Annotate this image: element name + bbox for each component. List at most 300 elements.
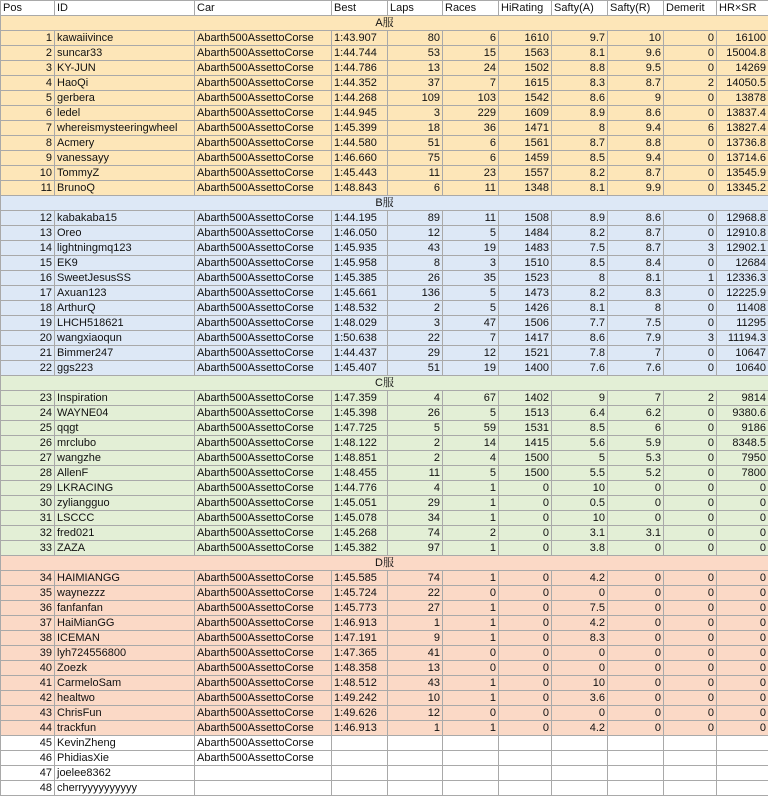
cell-safety-a[interactable]: 8.1 (552, 301, 608, 316)
cell-best[interactable]: 1:45.398 (332, 406, 388, 421)
cell-races[interactable]: 1 (443, 631, 499, 646)
cell-laps[interactable]: 6 (388, 181, 443, 196)
cell-best[interactable]: 1:45.051 (332, 496, 388, 511)
cell-laps[interactable]: 22 (388, 586, 443, 601)
cell-best[interactable]: 1:44.580 (332, 136, 388, 151)
cell-laps[interactable]: 22 (388, 331, 443, 346)
cell-pos[interactable]: 1 (1, 31, 55, 46)
cell-races[interactable] (443, 736, 499, 751)
cell-car[interactable]: Abarth500AssettoCorse (195, 481, 332, 496)
cell-hirating[interactable]: 1348 (499, 181, 552, 196)
cell-car[interactable]: Abarth500AssettoCorse (195, 676, 332, 691)
cell-laps[interactable]: 27 (388, 601, 443, 616)
cell-demerit[interactable]: 0 (664, 616, 717, 631)
cell-laps[interactable] (388, 736, 443, 751)
cell-safety-a[interactable]: 8.1 (552, 46, 608, 61)
cell-laps[interactable]: 26 (388, 271, 443, 286)
group-label[interactable]: D服 (1, 556, 768, 571)
cell-demerit[interactable]: 0 (664, 226, 717, 241)
cell-car[interactable]: Abarth500AssettoCorse (195, 331, 332, 346)
cell-pos[interactable]: 43 (1, 706, 55, 721)
cell-laps[interactable]: 97 (388, 541, 443, 556)
cell-races[interactable]: 7 (443, 331, 499, 346)
cell-demerit[interactable]: 0 (664, 646, 717, 661)
cell-hirating[interactable]: 1415 (499, 436, 552, 451)
cell-safety-a[interactable]: 5 (552, 451, 608, 466)
cell-safety-r[interactable]: 7 (608, 346, 664, 361)
cell-laps[interactable] (388, 751, 443, 766)
cell-demerit[interactable]: 2 (664, 391, 717, 406)
cell-demerit[interactable] (664, 751, 717, 766)
cell-hr-sr[interactable]: 0 (717, 526, 768, 541)
cell-safety-a[interactable]: 3.6 (552, 691, 608, 706)
cell-id[interactable]: ledel (55, 106, 195, 121)
cell-hirating[interactable]: 1500 (499, 466, 552, 481)
cell-races[interactable]: 0 (443, 706, 499, 721)
cell-pos[interactable]: 14 (1, 241, 55, 256)
cell-demerit[interactable]: 0 (664, 661, 717, 676)
cell-safety-r[interactable]: 8.7 (608, 166, 664, 181)
cell-id[interactable]: whereismysteeringwheel (55, 121, 195, 136)
cell-safety-r[interactable]: 8.3 (608, 286, 664, 301)
cell-car[interactable]: Abarth500AssettoCorse (195, 706, 332, 721)
cell-safety-a[interactable] (552, 736, 608, 751)
cell-best[interactable]: 1:45.724 (332, 586, 388, 601)
cell-hirating[interactable]: 0 (499, 541, 552, 556)
cell-hr-sr[interactable]: 0 (717, 601, 768, 616)
cell-safety-r[interactable] (608, 736, 664, 751)
cell-best[interactable] (332, 751, 388, 766)
cell-demerit[interactable]: 0 (664, 316, 717, 331)
cell-best[interactable]: 1:48.512 (332, 676, 388, 691)
cell-hirating[interactable]: 0 (499, 586, 552, 601)
cell-races[interactable]: 0 (443, 586, 499, 601)
cell-safety-a[interactable]: 5.6 (552, 436, 608, 451)
cell-best[interactable]: 1:45.585 (332, 571, 388, 586)
cell-demerit[interactable]: 0 (664, 166, 717, 181)
cell-pos[interactable]: 48 (1, 781, 55, 796)
cell-safety-a[interactable] (552, 781, 608, 796)
cell-safety-r[interactable]: 9.4 (608, 121, 664, 136)
cell-pos[interactable]: 28 (1, 466, 55, 481)
cell-car[interactable]: Abarth500AssettoCorse (195, 91, 332, 106)
cell-safety-a[interactable]: 7.7 (552, 316, 608, 331)
cell-safety-a[interactable]: 8 (552, 271, 608, 286)
cell-laps[interactable] (388, 781, 443, 796)
cell-car[interactable]: Abarth500AssettoCorse (195, 526, 332, 541)
cell-safety-r[interactable]: 5.2 (608, 466, 664, 481)
cell-safety-a[interactable]: 8.2 (552, 166, 608, 181)
cell-hr-sr[interactable]: 0 (717, 646, 768, 661)
cell-safety-r[interactable]: 5.9 (608, 436, 664, 451)
cell-id[interactable]: wangzhe (55, 451, 195, 466)
cell-best[interactable]: 1:44.945 (332, 106, 388, 121)
cell-safety-a[interactable]: 8.2 (552, 226, 608, 241)
cell-races[interactable]: 1 (443, 691, 499, 706)
cell-id[interactable]: qqgt (55, 421, 195, 436)
cell-hirating[interactable]: 0 (499, 616, 552, 631)
cell-laps[interactable]: 136 (388, 286, 443, 301)
cell-car[interactable]: Abarth500AssettoCorse (195, 256, 332, 271)
cell-safety-a[interactable]: 10 (552, 676, 608, 691)
cell-hirating[interactable]: 0 (499, 676, 552, 691)
cell-races[interactable]: 11 (443, 181, 499, 196)
cell-hirating[interactable]: 1508 (499, 211, 552, 226)
cell-car[interactable]: Abarth500AssettoCorse (195, 31, 332, 46)
cell-car[interactable]: Abarth500AssettoCorse (195, 121, 332, 136)
cell-hr-sr[interactable]: 13714.6 (717, 151, 768, 166)
cell-hirating[interactable]: 1483 (499, 241, 552, 256)
cell-hirating[interactable]: 0 (499, 646, 552, 661)
cell-hr-sr[interactable] (717, 736, 768, 751)
cell-hr-sr[interactable]: 0 (717, 511, 768, 526)
cell-car[interactable]: Abarth500AssettoCorse (195, 211, 332, 226)
cell-races[interactable]: 11 (443, 211, 499, 226)
cell-demerit[interactable]: 0 (664, 46, 717, 61)
cell-laps[interactable]: 37 (388, 76, 443, 91)
cell-demerit[interactable]: 2 (664, 76, 717, 91)
cell-laps[interactable]: 4 (388, 391, 443, 406)
cell-pos[interactable]: 40 (1, 661, 55, 676)
cell-best[interactable]: 1:50.638 (332, 331, 388, 346)
cell-best[interactable] (332, 781, 388, 796)
cell-demerit[interactable]: 0 (664, 181, 717, 196)
group-label[interactable]: A服 (1, 16, 768, 31)
cell-id[interactable]: ggs223 (55, 361, 195, 376)
cell-pos[interactable]: 42 (1, 691, 55, 706)
cell-demerit[interactable]: 0 (664, 691, 717, 706)
cell-safety-a[interactable]: 8.5 (552, 151, 608, 166)
cell-races[interactable]: 5 (443, 406, 499, 421)
cell-safety-a[interactable]: 3.8 (552, 541, 608, 556)
cell-hirating[interactable]: 1471 (499, 121, 552, 136)
cell-laps[interactable]: 4 (388, 481, 443, 496)
cell-laps[interactable]: 3 (388, 106, 443, 121)
cell-car[interactable]: Abarth500AssettoCorse (195, 181, 332, 196)
cell-demerit[interactable] (664, 736, 717, 751)
cell-car[interactable]: Abarth500AssettoCorse (195, 736, 332, 751)
cell-hirating[interactable]: 1459 (499, 151, 552, 166)
cell-best[interactable]: 1:45.382 (332, 541, 388, 556)
cell-laps[interactable]: 9 (388, 631, 443, 646)
cell-id[interactable]: kawaiivince (55, 31, 195, 46)
header-pos[interactable]: Pos (1, 1, 55, 16)
cell-pos[interactable]: 21 (1, 346, 55, 361)
cell-laps[interactable]: 109 (388, 91, 443, 106)
cell-safety-a[interactable]: 10 (552, 511, 608, 526)
cell-hirating[interactable]: 0 (499, 481, 552, 496)
cell-hirating[interactable]: 0 (499, 661, 552, 676)
cell-best[interactable]: 1:44.352 (332, 76, 388, 91)
cell-safety-a[interactable]: 7.5 (552, 241, 608, 256)
cell-id[interactable]: LSCCC (55, 511, 195, 526)
cell-pos[interactable]: 18 (1, 301, 55, 316)
cell-car[interactable]: Abarth500AssettoCorse (195, 511, 332, 526)
cell-id[interactable]: Axuan123 (55, 286, 195, 301)
cell-safety-r[interactable]: 0 (608, 496, 664, 511)
cell-hirating[interactable]: 1473 (499, 286, 552, 301)
cell-hr-sr[interactable]: 13545.9 (717, 166, 768, 181)
cell-pos[interactable]: 17 (1, 286, 55, 301)
cell-hr-sr[interactable]: 0 (717, 706, 768, 721)
cell-pos[interactable]: 9 (1, 151, 55, 166)
cell-best[interactable]: 1:45.078 (332, 511, 388, 526)
cell-hirating[interactable]: 1506 (499, 316, 552, 331)
cell-id[interactable]: Inspiration (55, 391, 195, 406)
cell-hr-sr[interactable] (717, 781, 768, 796)
cell-demerit[interactable]: 3 (664, 331, 717, 346)
cell-safety-a[interactable]: 0.5 (552, 496, 608, 511)
cell-demerit[interactable]: 0 (664, 571, 717, 586)
cell-car[interactable]: Abarth500AssettoCorse (195, 151, 332, 166)
cell-hr-sr[interactable]: 7950 (717, 451, 768, 466)
cell-laps[interactable]: 1 (388, 616, 443, 631)
cell-hr-sr[interactable]: 12336.3 (717, 271, 768, 286)
cell-safety-r[interactable]: 9.9 (608, 181, 664, 196)
cell-hr-sr[interactable]: 13837.4 (717, 106, 768, 121)
cell-best[interactable]: 1:45.407 (332, 361, 388, 376)
cell-safety-r[interactable]: 0 (608, 586, 664, 601)
cell-races[interactable]: 229 (443, 106, 499, 121)
cell-safety-a[interactable]: 8.7 (552, 136, 608, 151)
cell-demerit[interactable]: 0 (664, 91, 717, 106)
cell-car[interactable]: Abarth500AssettoCorse (195, 466, 332, 481)
cell-hr-sr[interactable]: 0 (717, 481, 768, 496)
cell-car[interactable]: Abarth500AssettoCorse (195, 136, 332, 151)
cell-races[interactable]: 6 (443, 151, 499, 166)
cell-safety-a[interactable]: 0 (552, 646, 608, 661)
cell-best[interactable]: 1:44.437 (332, 346, 388, 361)
cell-demerit[interactable]: 0 (664, 301, 717, 316)
cell-safety-r[interactable]: 3.1 (608, 526, 664, 541)
cell-races[interactable]: 103 (443, 91, 499, 106)
cell-pos[interactable]: 41 (1, 676, 55, 691)
cell-hirating[interactable]: 0 (499, 511, 552, 526)
cell-best[interactable]: 1:46.660 (332, 151, 388, 166)
cell-safety-a[interactable] (552, 766, 608, 781)
cell-safety-a[interactable]: 8.1 (552, 181, 608, 196)
cell-safety-r[interactable]: 0 (608, 601, 664, 616)
cell-laps[interactable]: 10 (388, 691, 443, 706)
cell-demerit[interactable]: 0 (664, 421, 717, 436)
cell-hirating[interactable] (499, 781, 552, 796)
cell-car[interactable]: Abarth500AssettoCorse (195, 241, 332, 256)
cell-demerit[interactable]: 0 (664, 361, 717, 376)
cell-safety-a[interactable]: 8.5 (552, 256, 608, 271)
cell-laps[interactable]: 18 (388, 121, 443, 136)
cell-id[interactable]: healtwo (55, 691, 195, 706)
cell-id[interactable]: TommyZ (55, 166, 195, 181)
cell-hirating[interactable]: 1615 (499, 76, 552, 91)
cell-pos[interactable]: 36 (1, 601, 55, 616)
cell-car[interactable]: Abarth500AssettoCorse (195, 61, 332, 76)
cell-demerit[interactable]: 0 (664, 211, 717, 226)
cell-laps[interactable]: 51 (388, 136, 443, 151)
cell-best[interactable]: 1:45.661 (332, 286, 388, 301)
cell-pos[interactable]: 45 (1, 736, 55, 751)
cell-id[interactable]: HAIMIANGG (55, 571, 195, 586)
cell-safety-a[interactable]: 4.2 (552, 721, 608, 736)
cell-demerit[interactable]: 0 (664, 406, 717, 421)
cell-car[interactable]: Abarth500AssettoCorse (195, 301, 332, 316)
cell-safety-r[interactable]: 9 (608, 91, 664, 106)
cell-id[interactable]: Acmery (55, 136, 195, 151)
cell-best[interactable]: 1:48.358 (332, 661, 388, 676)
cell-races[interactable]: 6 (443, 31, 499, 46)
cell-safety-a[interactable]: 8.6 (552, 331, 608, 346)
cell-safety-a[interactable]: 8.5 (552, 421, 608, 436)
cell-safety-a[interactable]: 0 (552, 706, 608, 721)
cell-car[interactable]: Abarth500AssettoCorse (195, 541, 332, 556)
cell-laps[interactable]: 74 (388, 571, 443, 586)
cell-id[interactable]: Zoezk (55, 661, 195, 676)
cell-id[interactable]: SweetJesusSS (55, 271, 195, 286)
cell-laps[interactable]: 12 (388, 706, 443, 721)
cell-id[interactable]: suncar33 (55, 46, 195, 61)
cell-safety-a[interactable]: 5.5 (552, 466, 608, 481)
header-hr-sr[interactable]: HR×SR (717, 1, 768, 16)
cell-hirating[interactable]: 0 (499, 631, 552, 646)
cell-hr-sr[interactable]: 16100 (717, 31, 768, 46)
cell-hr-sr[interactable]: 11194.3 (717, 331, 768, 346)
cell-id[interactable]: Bimmer247 (55, 346, 195, 361)
cell-safety-r[interactable]: 0 (608, 616, 664, 631)
cell-safety-a[interactable]: 0 (552, 586, 608, 601)
cell-best[interactable]: 1:44.776 (332, 481, 388, 496)
cell-pos[interactable]: 30 (1, 496, 55, 511)
cell-hirating[interactable] (499, 766, 552, 781)
cell-best[interactable]: 1:45.958 (332, 256, 388, 271)
cell-car[interactable]: Abarth500AssettoCorse (195, 346, 332, 361)
cell-demerit[interactable] (664, 766, 717, 781)
cell-safety-r[interactable]: 0 (608, 481, 664, 496)
header-id[interactable]: ID (55, 1, 195, 16)
cell-pos[interactable]: 8 (1, 136, 55, 151)
cell-best[interactable]: 1:45.385 (332, 271, 388, 286)
cell-best[interactable]: 1:44.195 (332, 211, 388, 226)
cell-pos[interactable]: 38 (1, 631, 55, 646)
cell-best[interactable]: 1:45.268 (332, 526, 388, 541)
cell-pos[interactable]: 2 (1, 46, 55, 61)
cell-races[interactable]: 3 (443, 256, 499, 271)
cell-car[interactable]: Abarth500AssettoCorse (195, 436, 332, 451)
cell-laps[interactable]: 12 (388, 226, 443, 241)
cell-hr-sr[interactable]: 15004.8 (717, 46, 768, 61)
cell-laps[interactable]: 2 (388, 301, 443, 316)
cell-id[interactable]: mrclubo (55, 436, 195, 451)
cell-laps[interactable]: 34 (388, 511, 443, 526)
cell-laps[interactable]: 43 (388, 241, 443, 256)
cell-safety-r[interactable]: 0 (608, 631, 664, 646)
cell-safety-r[interactable]: 0 (608, 706, 664, 721)
cell-demerit[interactable]: 0 (664, 31, 717, 46)
cell-races[interactable]: 5 (443, 466, 499, 481)
cell-laps[interactable]: 41 (388, 646, 443, 661)
cell-pos[interactable]: 31 (1, 511, 55, 526)
cell-hirating[interactable]: 0 (499, 571, 552, 586)
cell-safety-r[interactable]: 8.7 (608, 76, 664, 91)
cell-safety-r[interactable]: 8.7 (608, 241, 664, 256)
cell-safety-r[interactable]: 8.6 (608, 211, 664, 226)
cell-safety-r[interactable]: 10 (608, 31, 664, 46)
cell-races[interactable]: 14 (443, 436, 499, 451)
cell-car[interactable]: Abarth500AssettoCorse (195, 286, 332, 301)
cell-best[interactable]: 1:44.786 (332, 61, 388, 76)
cell-id[interactable]: EK9 (55, 256, 195, 271)
cell-pos[interactable]: 3 (1, 61, 55, 76)
cell-laps[interactable]: 74 (388, 526, 443, 541)
cell-pos[interactable]: 5 (1, 91, 55, 106)
cell-safety-a[interactable]: 7.6 (552, 361, 608, 376)
cell-hr-sr[interactable]: 0 (717, 496, 768, 511)
cell-hr-sr[interactable]: 0 (717, 676, 768, 691)
cell-id[interactable]: ArthurQ (55, 301, 195, 316)
cell-best[interactable]: 1:43.907 (332, 31, 388, 46)
cell-safety-a[interactable]: 3.1 (552, 526, 608, 541)
cell-pos[interactable]: 37 (1, 616, 55, 631)
cell-hirating[interactable]: 1523 (499, 271, 552, 286)
cell-safety-a[interactable]: 8.3 (552, 631, 608, 646)
cell-pos[interactable]: 7 (1, 121, 55, 136)
cell-safety-r[interactable]: 8.4 (608, 256, 664, 271)
cell-car[interactable]: Abarth500AssettoCorse (195, 721, 332, 736)
cell-pos[interactable]: 46 (1, 751, 55, 766)
cell-races[interactable]: 2 (443, 526, 499, 541)
cell-safety-r[interactable]: 0 (608, 541, 664, 556)
header-laps[interactable]: Laps (388, 1, 443, 16)
cell-safety-r[interactable] (608, 781, 664, 796)
cell-races[interactable]: 12 (443, 346, 499, 361)
cell-demerit[interactable]: 0 (664, 346, 717, 361)
cell-id[interactable]: trackfun (55, 721, 195, 736)
cell-best[interactable]: 1:48.455 (332, 466, 388, 481)
cell-safety-r[interactable]: 7 (608, 391, 664, 406)
cell-laps[interactable]: 1 (388, 721, 443, 736)
cell-best[interactable]: 1:48.029 (332, 316, 388, 331)
cell-hirating[interactable]: 1426 (499, 301, 552, 316)
cell-hirating[interactable]: 1609 (499, 106, 552, 121)
cell-pos[interactable]: 47 (1, 766, 55, 781)
cell-hr-sr[interactable] (717, 766, 768, 781)
cell-demerit[interactable]: 0 (664, 451, 717, 466)
cell-races[interactable]: 6 (443, 136, 499, 151)
cell-pos[interactable]: 35 (1, 586, 55, 601)
cell-races[interactable]: 36 (443, 121, 499, 136)
header-car[interactable]: Car (195, 1, 332, 16)
cell-car[interactable]: Abarth500AssettoCorse (195, 571, 332, 586)
cell-hirating[interactable]: 1542 (499, 91, 552, 106)
cell-pos[interactable]: 27 (1, 451, 55, 466)
cell-hirating[interactable]: 1502 (499, 61, 552, 76)
cell-safety-r[interactable]: 9.4 (608, 151, 664, 166)
cell-pos[interactable]: 33 (1, 541, 55, 556)
cell-pos[interactable]: 22 (1, 361, 55, 376)
cell-best[interactable]: 1:45.773 (332, 601, 388, 616)
cell-demerit[interactable]: 0 (664, 106, 717, 121)
cell-demerit[interactable]: 0 (664, 586, 717, 601)
cell-demerit[interactable]: 1 (664, 271, 717, 286)
cell-safety-a[interactable] (552, 751, 608, 766)
cell-demerit[interactable]: 0 (664, 631, 717, 646)
cell-hr-sr[interactable]: 12910.8 (717, 226, 768, 241)
cell-safety-a[interactable]: 4.2 (552, 571, 608, 586)
cell-hr-sr[interactable]: 11295 (717, 316, 768, 331)
cell-races[interactable]: 1 (443, 571, 499, 586)
cell-id[interactable]: LHCH518621 (55, 316, 195, 331)
cell-laps[interactable]: 11 (388, 166, 443, 181)
cell-pos[interactable]: 19 (1, 316, 55, 331)
cell-car[interactable]: Abarth500AssettoCorse (195, 106, 332, 121)
